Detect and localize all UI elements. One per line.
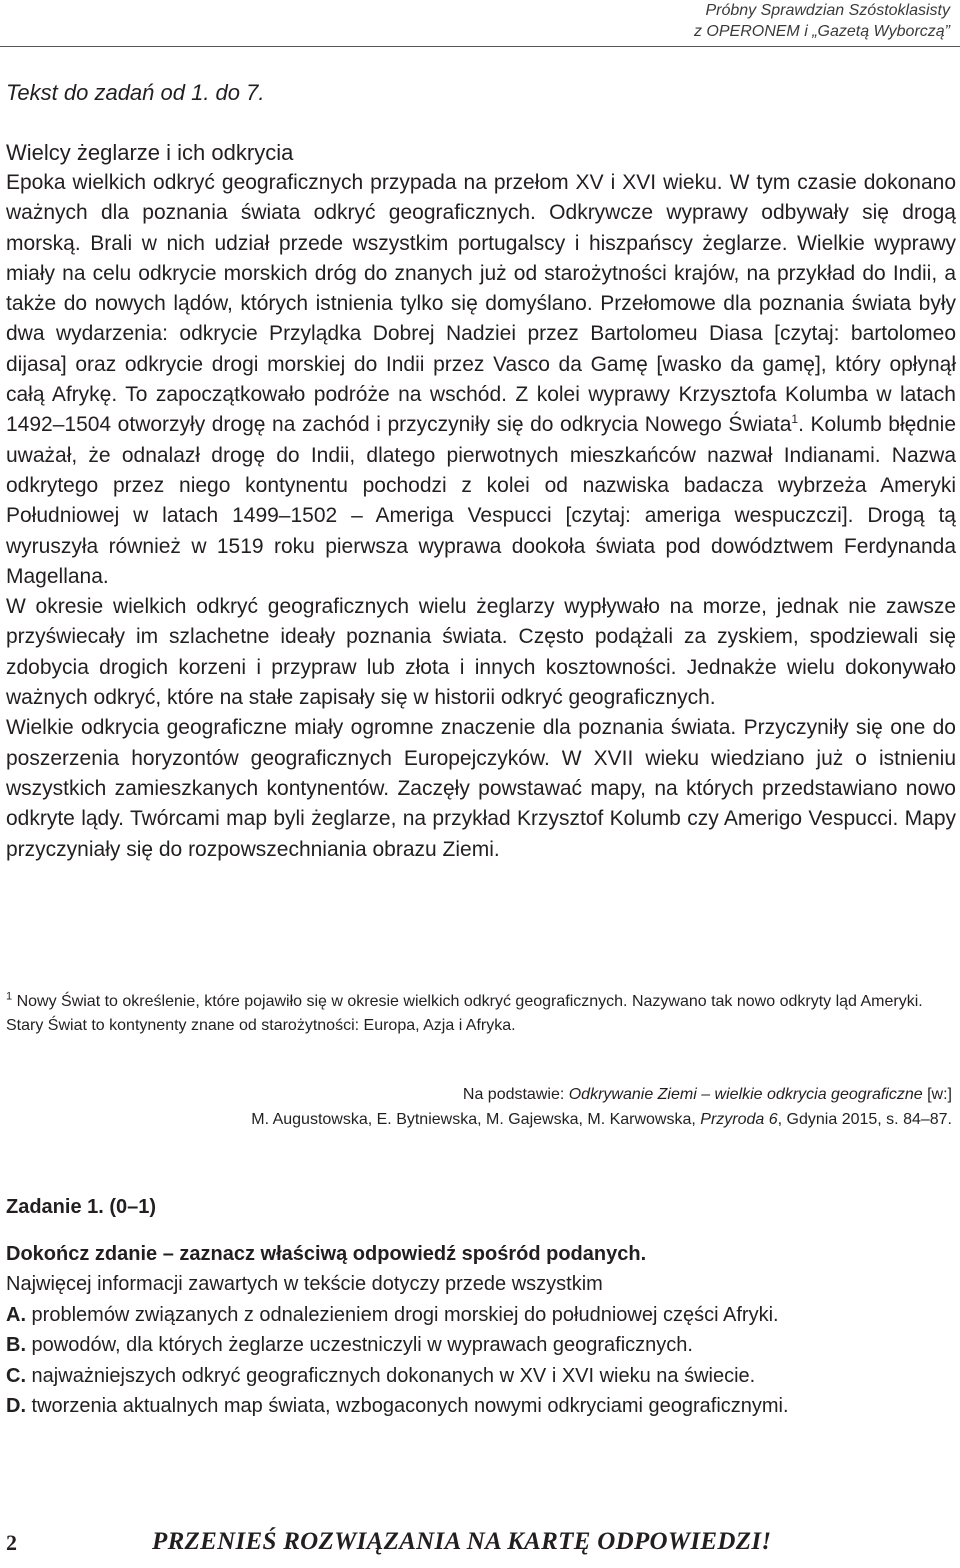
- article-title: Wielcy żeglarze i ich odkrycia: [6, 140, 294, 165]
- option-text: najważniejszych odkryć geograficznych dokonanych w XV i XVI wieku na świecie.: [26, 1364, 756, 1387]
- option-text: powodów, dla których żeglarze uczestniczyli w wyprawach geograficznych.: [26, 1334, 693, 1356]
- answer-option-c[interactable]: [6, 1361, 956, 1392]
- article-paragraph-1-text: Epoka wielkich odkryć geograficznych przypada na przełom XV i XVI wieku. W tym czasie dokonano ważnych dla poznania świata odkryć geograficznych. Odkrywcze wyprawy odbywały się drogą morską. Brali w nich udział przede wszystkim portugalscy i hiszpańscy żeglarze. Wielkie wyprawy miały na celu odkrycie morskich dróg do znanych już od starożytności krajów, na przykład do Indii, a także do nowych lądów, których istnienia tylko się domyślano. Przełomowe dla poznania świata były dwa wydarzenia: odkrycie Przylądka Dobrej Nadziei przez Bartolomeu Diasa [czytaj: bartolomeo dijasa] oraz odkrycie drogi morskiej do Indii przez Vasco da Gamę [wasko da gamę], który opłynął całą Afrykę. To zapoczątkowało podróże na wschód. Z kolei wyprawy Krzysztofa Kolumba w latach 1492–1504 otworzyły drogę na zachód i przyczyniły się do odkrycia Nowego Świata: [6, 171, 956, 437]
- option-text: tworzenia aktualnych map świata, wzbogaconych nowymi odkryciami geograficznymi.: [26, 1395, 789, 1417]
- footer-instruction: PRZENIEŚ ROZWIĄZANIA NA KARTĘ ODPOWIEDZI!: [152, 1528, 772, 1555]
- source-citation: [251, 1082, 952, 1132]
- source-book: Przyroda 6: [700, 1111, 778, 1128]
- article-paragraph-1: [6, 168, 956, 592]
- footnote-reference: 1: [791, 412, 799, 427]
- option-letter: C.: [6, 1364, 26, 1387]
- article-paragraph-1-continuation: . Kolumb błędnie uważał, że odnalazł drogę do Indii, dlatego pierwotnych mieszkańców nazwał Indianami. Nazwa odkrytego przez niego kontynentu pochodzi z kolei od nazwiska badacza wybrzeża Ameryki Południowej w latach 1499–1502 – Ameriga Vespucci [czytaj: ameriga wespuczczi]. Drogą tą wyruszyła również w 1519 roku pierwsza wyprawa dookoła świata pod dowództwem Ferdynanda Magellana.: [6, 413, 956, 588]
- task-stem: Najwięcej informacji zawartych w tekście dotyczy przede wszystkim: [6, 1273, 603, 1295]
- answer-option-a[interactable]: [6, 1300, 956, 1331]
- option-letter: B.: [6, 1334, 26, 1356]
- footnote-mark: 1: [6, 990, 13, 1003]
- option-letter: D.: [6, 1395, 26, 1417]
- source-after-title: [w:]: [922, 1086, 952, 1103]
- answer-option-b[interactable]: [6, 1330, 956, 1361]
- exam-header-line-2: z OPERONEM i „Gazetą Wyborczą”: [693, 23, 950, 40]
- source-prefix: Na podstawie:: [462, 1086, 569, 1103]
- header-divider: [0, 46, 960, 47]
- footnote: [6, 990, 936, 1038]
- article-paragraph-3: Wielkie odkrycia geograficzne miały ogromne znaczenie dla poznania świata. Przyczyniły się one do poszerzenia horyzontów geograficznych Europejczyków. W XVII wieku wiedziano już o istnieniu wszystkich zamieszkanych kontynentów. Zaczęły powstawać mapy, na których przedstawiano nowo odkryte lądy. Twórcami map byli żeglarze, na przykład Krzysztof Kolumb czy Amerigo Vespucci. Mapy przyczyniały się do rozpowszechniania obrazu Ziemi.: [6, 716, 956, 861]
- source-publication: , Gdynia 2015, s. 84–87.: [777, 1111, 952, 1128]
- exam-header-line-1: Próbny Sprawdzian Szóstoklasisty: [705, 2, 950, 19]
- answer-option-d[interactable]: [6, 1391, 956, 1422]
- source-line-2: [251, 1107, 952, 1132]
- source-line-1: [251, 1082, 952, 1107]
- option-text: problemów związanych z odnalezieniem drogi morskiej do południowej części Afryki.: [26, 1303, 779, 1326]
- article: [6, 138, 956, 865]
- task-1: [6, 1192, 956, 1422]
- section-label: Tekst do zadań od 1. do 7.: [6, 80, 265, 105]
- task-instruction: Dokończ zdanie – zaznacz właściwą odpowiedź spośród podanych.: [6, 1242, 647, 1265]
- option-letter: A.: [6, 1303, 26, 1326]
- task-title: Zadanie 1. (0–1): [6, 1196, 157, 1218]
- page-number: 2: [6, 1530, 17, 1555]
- source-title: Odkrywanie Ziemi – wielkie odkrycia geograficzne: [568, 1086, 923, 1103]
- exam-header: [694, 0, 950, 42]
- article-paragraph-2: W okresie wielkich odkryć geograficznych wielu żeglarzy wypływało na morze, jednak nie zawsze przyświecały im szlachetne ideały poznania świata. Często podążali za zyskiem, spodziewali się zdobycia drogich korzeni i przypraw lub złota i innych kosztowności. Jednakże wielu dokonywało ważnych odkryć, które na stałe zapisały się w historii odkryć geograficznych.: [6, 595, 956, 710]
- footnote-text: Nowy Świat to określenie, które pojawiło się w okresie wielkich odkryć geograficznych. Nazywano tak nowo odkryty ląd Ameryki. Stary Świat to kontynenty znane od starożytności: Europa, Azja i Afryka.: [6, 993, 923, 1034]
- source-authors: M. Augustowska, E. Bytniewska, M. Gajewska, M. Karwowska,: [251, 1111, 701, 1128]
